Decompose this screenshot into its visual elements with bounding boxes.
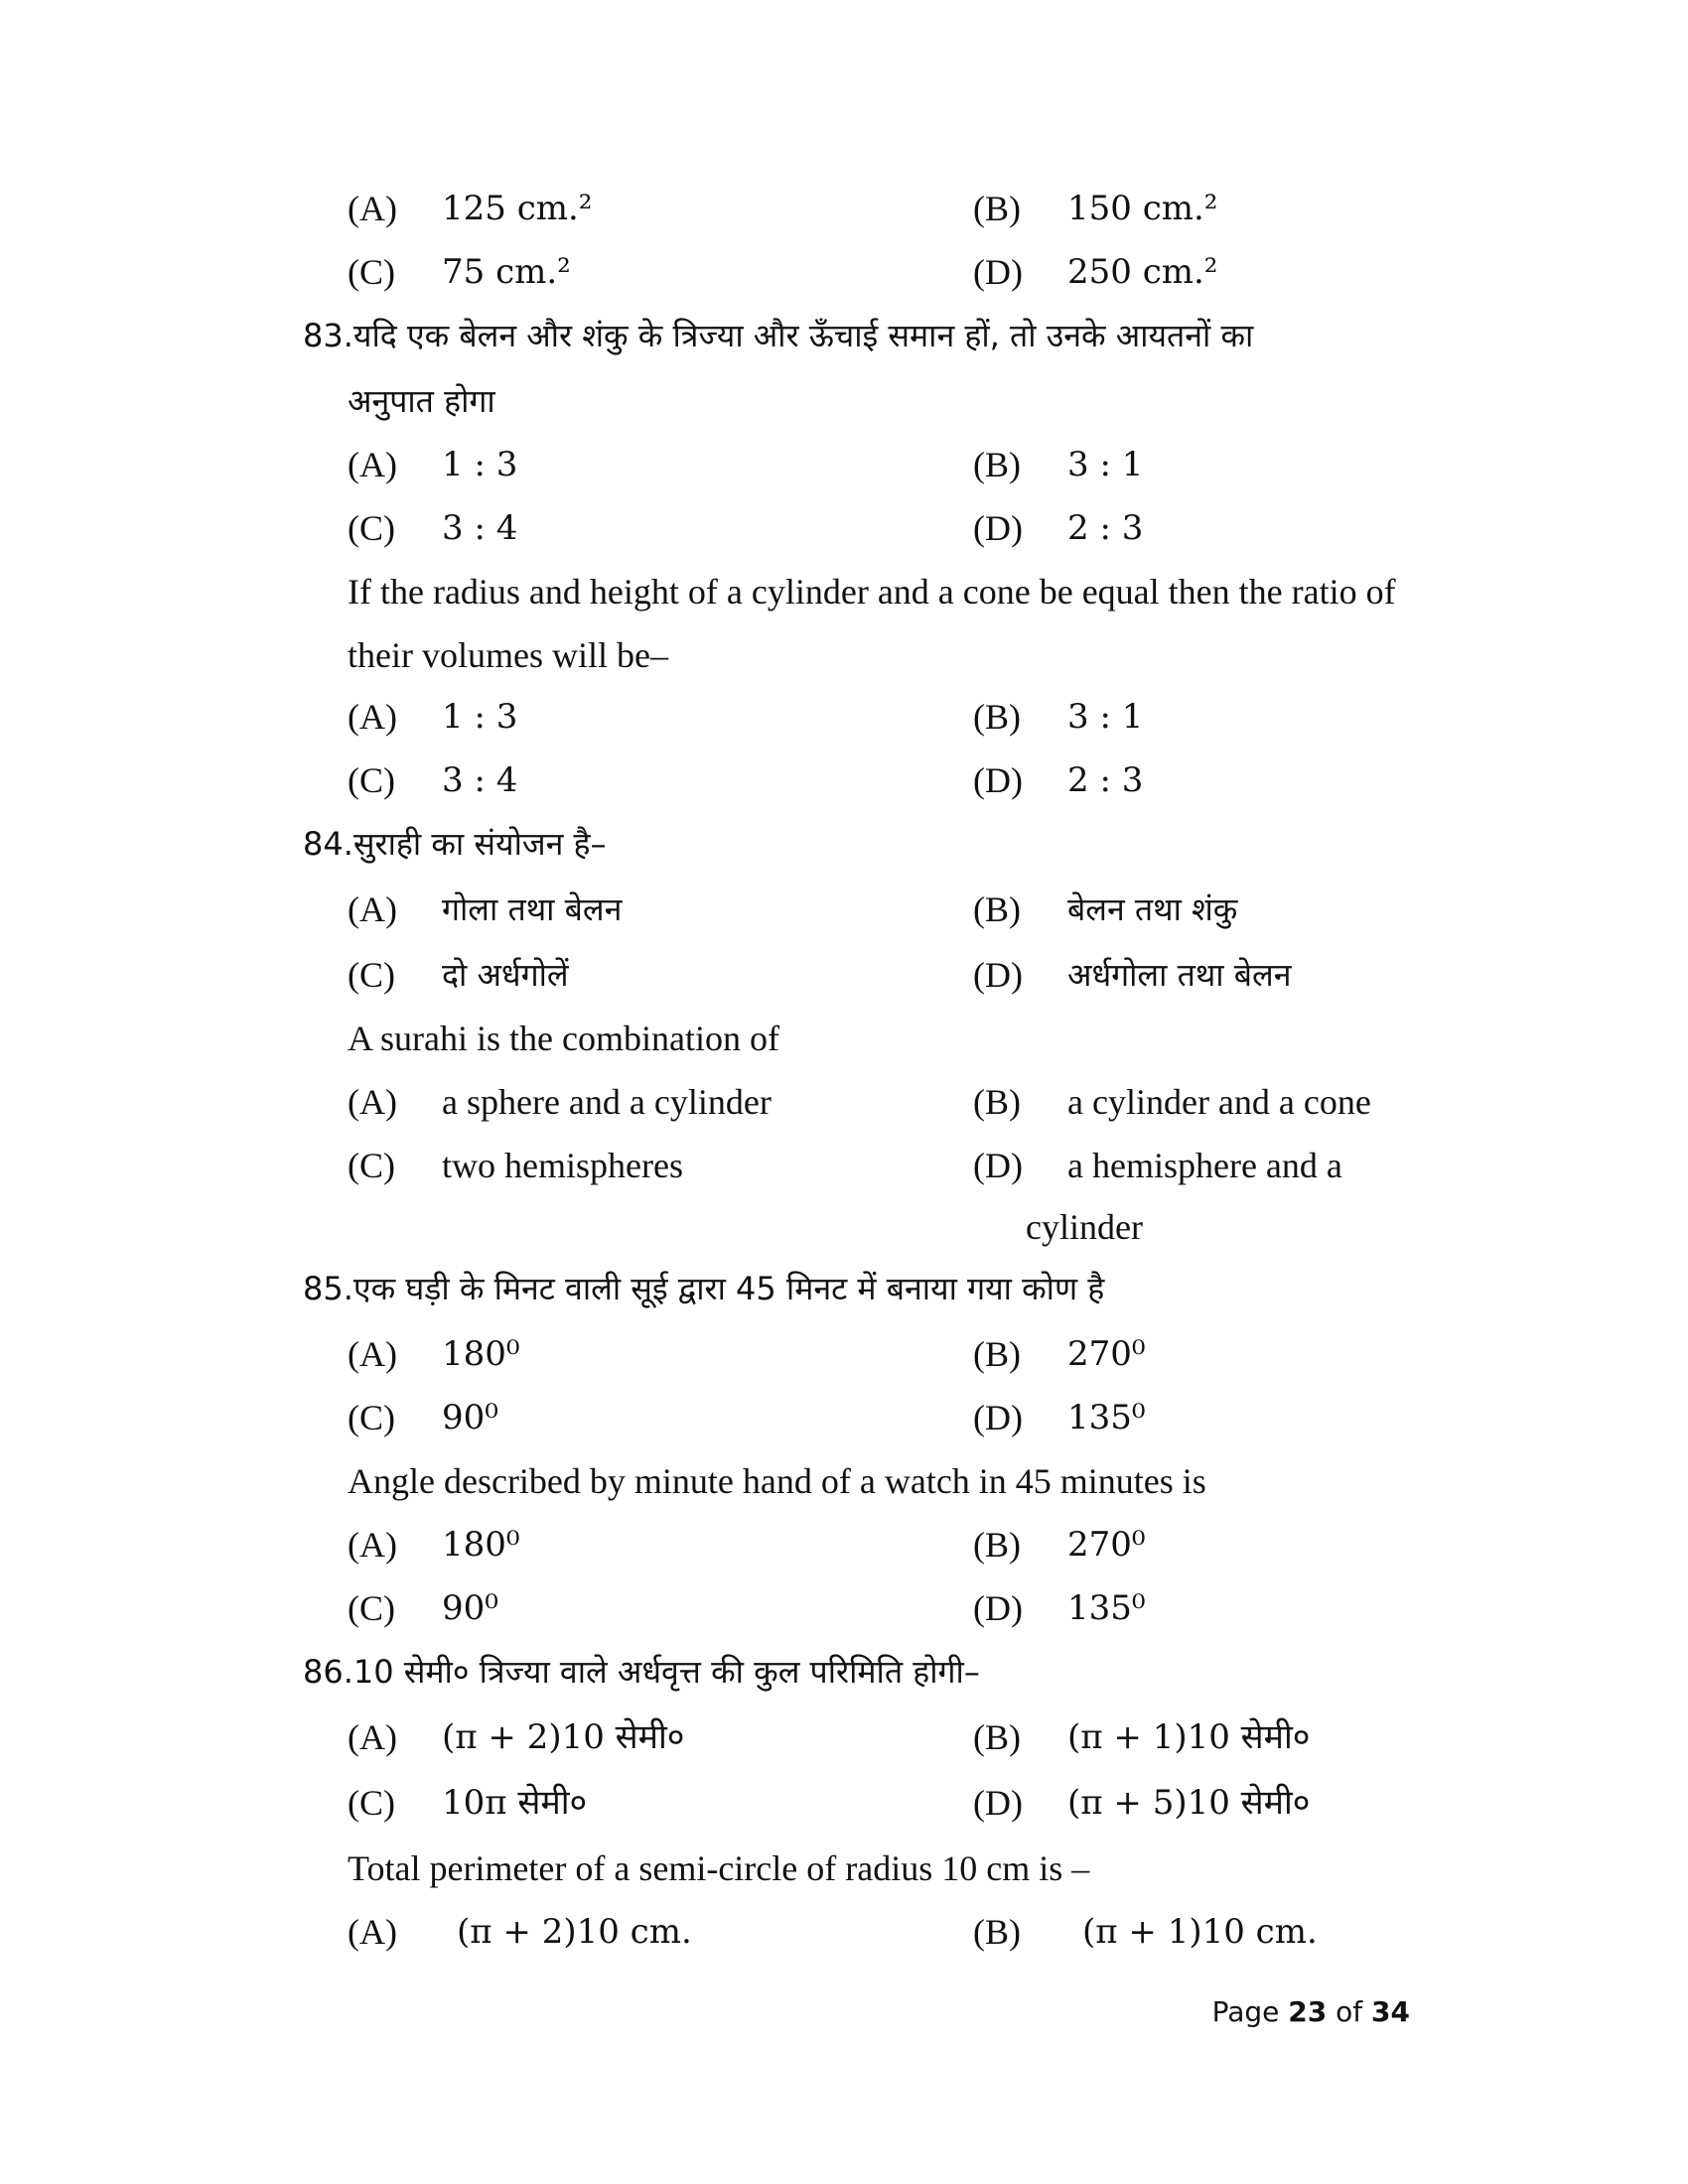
q83-english-question-line2: their volumes will be– xyxy=(348,635,668,675)
q84-english-option-d-continuation: cylinder xyxy=(1026,1207,1143,1247)
q84-english-option-d-label: (D) xyxy=(973,1146,1023,1185)
footer-middle: of xyxy=(1327,1995,1372,2028)
q82-option-c-value: 75 cm.² xyxy=(442,252,571,292)
q83-hindi-option-b-label: (B) xyxy=(973,445,1021,484)
q83-english-option-d-label: (D) xyxy=(973,760,1023,800)
q84-hindi-option-c-value: दो अर्धगोलें xyxy=(442,956,569,994)
q84-hindi-option-d-value: अर्धगोला तथा बेलन xyxy=(1067,956,1292,994)
q85-hindi-option-a-label: (A) xyxy=(348,1334,397,1374)
q83-hindi-option-a-label: (A) xyxy=(348,445,397,484)
q85-hindi-option-b-value: 270⁰ xyxy=(1067,1334,1146,1374)
q83-english-option-d-value: 2 : 3 xyxy=(1067,760,1144,800)
q86-english-question: Total perimeter of a semi-circle of radius 10 cm is – xyxy=(348,1848,1090,1888)
q85-hindi-option-d-label: (D) xyxy=(973,1398,1023,1437)
q85-hindi-option-c-label: (C) xyxy=(348,1398,395,1437)
q84-english-option-b-value: a cylinder and a cone xyxy=(1067,1082,1371,1122)
footer-page-number: 23 xyxy=(1288,1995,1328,2028)
q86-english-option-a-label: (A) xyxy=(348,1912,397,1952)
q86-english-option-b-value: (π + 1)10 cm. xyxy=(1082,1912,1318,1952)
q84-english-option-c-value: two hemispheres xyxy=(442,1146,683,1185)
q84-hindi-option-a-label: (A) xyxy=(348,889,397,929)
q83-hindi-question-line1: 83.यदि एक बेलन और शंकु के त्रिज्या और ऊँचाई समान हों, तो उनके आयतनों का xyxy=(303,317,1254,354)
q83-hindi-option-b-value: 3 : 1 xyxy=(1067,445,1144,484)
q84-english-question: A surahi is the combination of xyxy=(348,1019,779,1058)
q86-english-option-b-label: (B) xyxy=(973,1912,1021,1952)
q84-hindi-option-c-label: (C) xyxy=(348,955,395,995)
q84-hindi-option-d-label: (D) xyxy=(973,955,1023,995)
q85-english-option-b-value: 270⁰ xyxy=(1067,1525,1146,1565)
q83-hindi-option-c-label: (C) xyxy=(348,508,395,548)
q83-english-option-b-value: 3 : 1 xyxy=(1067,697,1144,737)
q83-english-option-c-value: 3 : 4 xyxy=(442,760,518,800)
q85-hindi-option-c-value: 90⁰ xyxy=(442,1398,498,1437)
q86-hindi-option-c-value: 10π सेमी० xyxy=(442,1783,588,1823)
q84-english-option-d-value: a hemisphere and a xyxy=(1067,1146,1342,1185)
q83-hindi-option-c-value: 3 : 4 xyxy=(442,508,518,548)
q82-option-b-label: (B) xyxy=(973,189,1021,228)
q82-option-a-label: (A) xyxy=(348,189,397,228)
q82-option-d-label: (D) xyxy=(973,252,1023,292)
q85-english-option-c-value: 90⁰ xyxy=(442,1588,498,1628)
q83-hindi-option-a-value: 1 : 3 xyxy=(442,445,518,484)
q83-english-option-a-value: 1 : 3 xyxy=(442,697,518,737)
q82-option-d-value: 250 cm.² xyxy=(1067,252,1218,292)
q85-english-option-d-label: (D) xyxy=(973,1588,1023,1628)
q84-english-option-b-label: (B) xyxy=(973,1082,1021,1122)
q83-english-question-line1: If the radius and height of a cylinder and a cone be equal then the ratio of xyxy=(348,572,1396,612)
q86-hindi-option-d-value: (π + 5)10 सेमी० xyxy=(1067,1783,1311,1823)
q86-hindi-option-a-label: (A) xyxy=(348,1717,397,1757)
q85-english-question: Angle described by minute hand of a watch in 45 minutes is xyxy=(348,1461,1206,1501)
q84-english-option-a-value: a sphere and a cylinder xyxy=(442,1082,772,1122)
q84-hindi-question: 84.सुराही का संयोजन है– xyxy=(303,825,607,863)
q85-english-option-b-label: (B) xyxy=(973,1525,1021,1565)
q85-english-option-a-label: (A) xyxy=(348,1525,397,1565)
q85-hindi-question: 85.एक घड़ी के मिनट वाली सूई द्वारा 45 मिनट में बनाया गया कोण है xyxy=(303,1270,1105,1307)
q84-hindi-option-b-label: (B) xyxy=(973,889,1021,929)
q86-hindi-option-a-value: (π + 2)10 सेमी० xyxy=(442,1717,685,1757)
q84-english-option-a-label: (A) xyxy=(348,1082,397,1122)
q84-hindi-option-a-value: गोला तथा बेलन xyxy=(442,890,623,928)
page-footer xyxy=(1212,1995,1410,2028)
q83-english-option-c-label: (C) xyxy=(348,760,395,800)
q84-english-option-c-label: (C) xyxy=(348,1146,395,1185)
q86-hindi-option-c-label: (C) xyxy=(348,1783,395,1823)
footer-total-pages: 34 xyxy=(1371,1995,1410,2028)
q83-hindi-option-d-value: 2 : 3 xyxy=(1067,508,1144,548)
q83-hindi-question-line2: अनुपात होगा xyxy=(348,382,495,420)
q86-english-option-a-value: (π + 2)10 cm. xyxy=(457,1912,692,1952)
q82-option-c-label: (C) xyxy=(348,252,395,292)
q83-english-option-a-label: (A) xyxy=(348,697,397,737)
q85-english-option-d-value: 135⁰ xyxy=(1067,1588,1146,1628)
q85-hindi-option-a-value: 180⁰ xyxy=(442,1334,520,1374)
q82-option-b-value: 150 cm.² xyxy=(1067,189,1218,228)
q86-hindi-option-d-label: (D) xyxy=(973,1783,1023,1823)
q84-hindi-option-b-value: बेलन तथा शंकु xyxy=(1067,890,1238,928)
q85-hindi-option-d-value: 135⁰ xyxy=(1067,1398,1146,1437)
q86-hindi-option-b-label: (B) xyxy=(973,1717,1021,1757)
q85-english-option-c-label: (C) xyxy=(348,1588,395,1628)
q85-hindi-option-b-label: (B) xyxy=(973,1334,1021,1374)
q85-english-option-a-value: 180⁰ xyxy=(442,1525,520,1565)
footer-prefix: Page xyxy=(1211,1995,1289,2028)
q86-hindi-option-b-value: (π + 1)10 सेमी० xyxy=(1067,1717,1311,1757)
q83-hindi-option-d-label: (D) xyxy=(973,508,1023,548)
q86-hindi-question: 86.10 सेमी० त्रिज्या वाले अर्धवृत्त की कुल परिमिति होगी– xyxy=(303,1653,980,1691)
q82-option-a-value: 125 cm.² xyxy=(442,189,593,228)
q83-english-option-b-label: (B) xyxy=(973,697,1021,737)
